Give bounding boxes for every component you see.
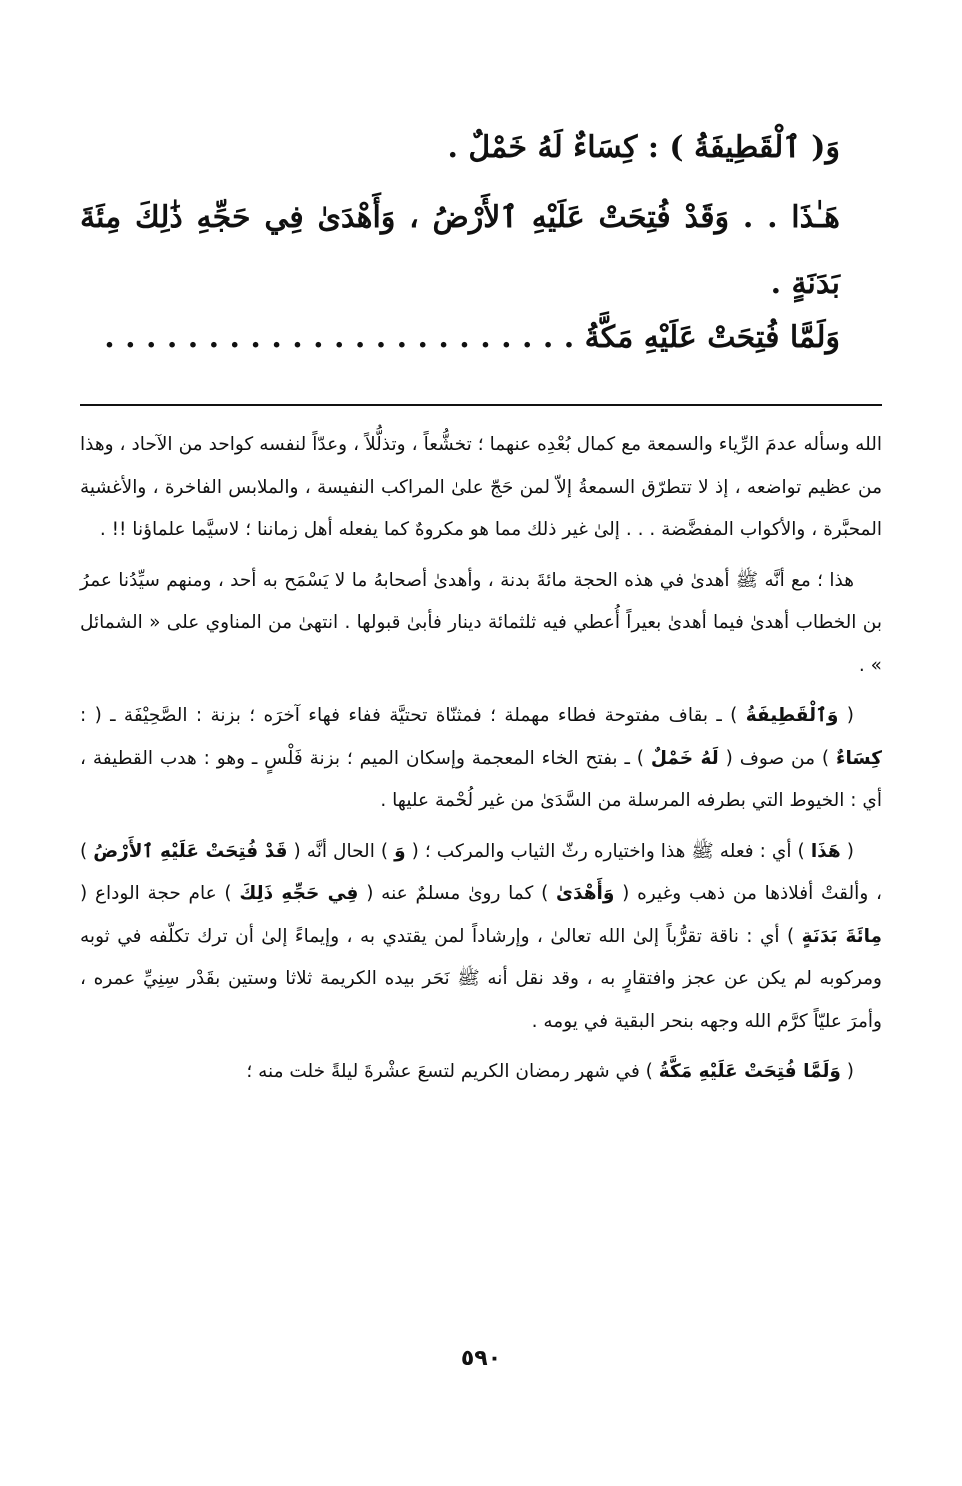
matn-term: فِي حَجِّهِ ذَلِكَ: [239, 883, 359, 904]
matn-line-4: وَلَمَّا فُتِحَتْ عَلَيْهِ مَكَّةُ . . . . . . . . . . . . . . . . . . . . . . .: [104, 320, 840, 355]
matn-line-3: بَدَنَةٍ .: [770, 266, 840, 301]
commentary-text: ) كما روىٰ مسلمٌ عنه (: [366, 883, 549, 904]
commentary-paragraph-1: الله وسأله عدمَ الرِّياء والسمعة مع كمال بُعْدِه عنهما ؛ تخشُّعاً ، وتذلُّلاً ، وعدّاً لنفسه كواحد من الآحاد ، وهذا من عظيم تواضعه ، إذ لا تتطرّق السمعةُ إلاّ لمن حَجّ علىٰ المراكب النفيسة ، والملابس الفاخرة ، والأغشية المحبَّرة ، والأكواب المفضَّضة . . . إلىٰ غير ذلك مما هو مكروهٌ كما يفعله أهل زماننا ؛ لاسيَّما علماؤنا !! .: [80, 434, 882, 540]
commentary-paragraph-4: [80, 831, 882, 1044]
paren: (: [846, 1061, 854, 1082]
commentary-text: ) في شهر رمضان الكريم لتسعَ عشْرةَ ليلةً خلت منه ؛: [246, 1061, 653, 1082]
matn-term: وَ: [394, 840, 406, 862]
paren: (: [846, 705, 854, 726]
commentary-text: ) الحال أنَّه (: [293, 840, 389, 862]
commentary-paragraph-3: [80, 695, 882, 823]
matn-term: قَدْ فُتِحَتْ عَلَيْهِ ٱلأَرْضُ: [93, 840, 288, 862]
matn-line-1: وَ( ٱلْقَطِيفَةُ ) : كِسَاءٌ لَهُ خَمْلٌ .: [447, 130, 840, 165]
commentary-text: ) عام حجة الوداع (: [80, 883, 232, 904]
matn-term: كِسَاءٌ: [836, 747, 883, 769]
commentary-paragraph-5: [80, 1051, 882, 1094]
commentary-text: ) ، وألقتْ أفلاذها من ذهب وغيره (: [80, 840, 882, 904]
page-number: ٥٩٠: [460, 1346, 502, 1371]
commentary-text: ) أي : ناقة تقرُّباً إلىٰ الله تعالىٰ ، وإرشاداً لمن يقتدي به ، وإيماءً إلىٰ أن ترك تكلّفه في ثوبه ومركوبه لم يكن عن عجز وافتقارٍ به ، وقد نقل أنه ﷺ نَحَر بيده الكريمة ثلاثا وستين بقَدْر سِنِيِّ عمره ، وأمرَ عليّاً كرَّم الله وجهه بنحر البقية في يومه .: [80, 925, 882, 1032]
commentary: [80, 424, 882, 1102]
matn-term: وَأَهْدَىٰ: [556, 883, 615, 904]
commentary-text: ) من صوف (: [725, 747, 830, 769]
matn-term: وَلَمَّا فُتِحَتْ عَلَيْهِ مَكَّةُ: [658, 1061, 841, 1082]
commentary-text: ) أي : فعله ﷺ هذا واختياره رثّ الثياب والمركب ؛ (: [411, 840, 805, 862]
paren: (: [846, 840, 854, 862]
commentary-text: ) ـ بقاف مفتوحة فطاء مهملة ؛ فمثنّاة تحتيَّة ففاء فهاء آخرَه ؛ بزنة : الصَّحِيْفَة ـ ( :: [80, 705, 738, 726]
matn-term: مِائَةَ بَدَنَةٍ: [801, 925, 883, 947]
footnote-divider: [80, 404, 882, 406]
matn-term: وَٱلْقَطِيفَةُ: [745, 705, 839, 726]
matn-term: هَذَا: [810, 840, 841, 862]
matn-line-2: هَـٰذَا . . وَقَدْ فُتِحَتْ عَلَيْهِ ٱلأَرْضُ ، وَأَهْدَىٰ فِي حَجِّهِ ذَٰلِكَ مِئَةَ: [80, 200, 840, 235]
commentary-text: ) ـ بفتح الخاء المعجمة وإسكان الميم ؛ بزنة فَلْسٍ ـ وهو : هدب القطيفة ، أي : الخيوط التي بطرفه المرسلة من السَّدَىٰ من غير لُحْمة عليها .: [80, 747, 882, 811]
commentary-paragraph-2: هذا ؛ مع أنَّه ﷺ أهدىٰ في هذه الحجة مائةَ بدنة ، وأهدىٰ أصحابهُ ما لا يَسْمَح به أحد ، ومنهم سيِّدُنا عمرُ بن الخطاب أهدىٰ فيما أهدىٰ بعيراً أُعطي فيه ثلثمائة دينار فأبىٰ قبولها . انتهىٰ من المناوي على « الشمائل » .: [80, 569, 882, 676]
matn-term: لَهُ خَمْلٌ: [650, 747, 719, 769]
